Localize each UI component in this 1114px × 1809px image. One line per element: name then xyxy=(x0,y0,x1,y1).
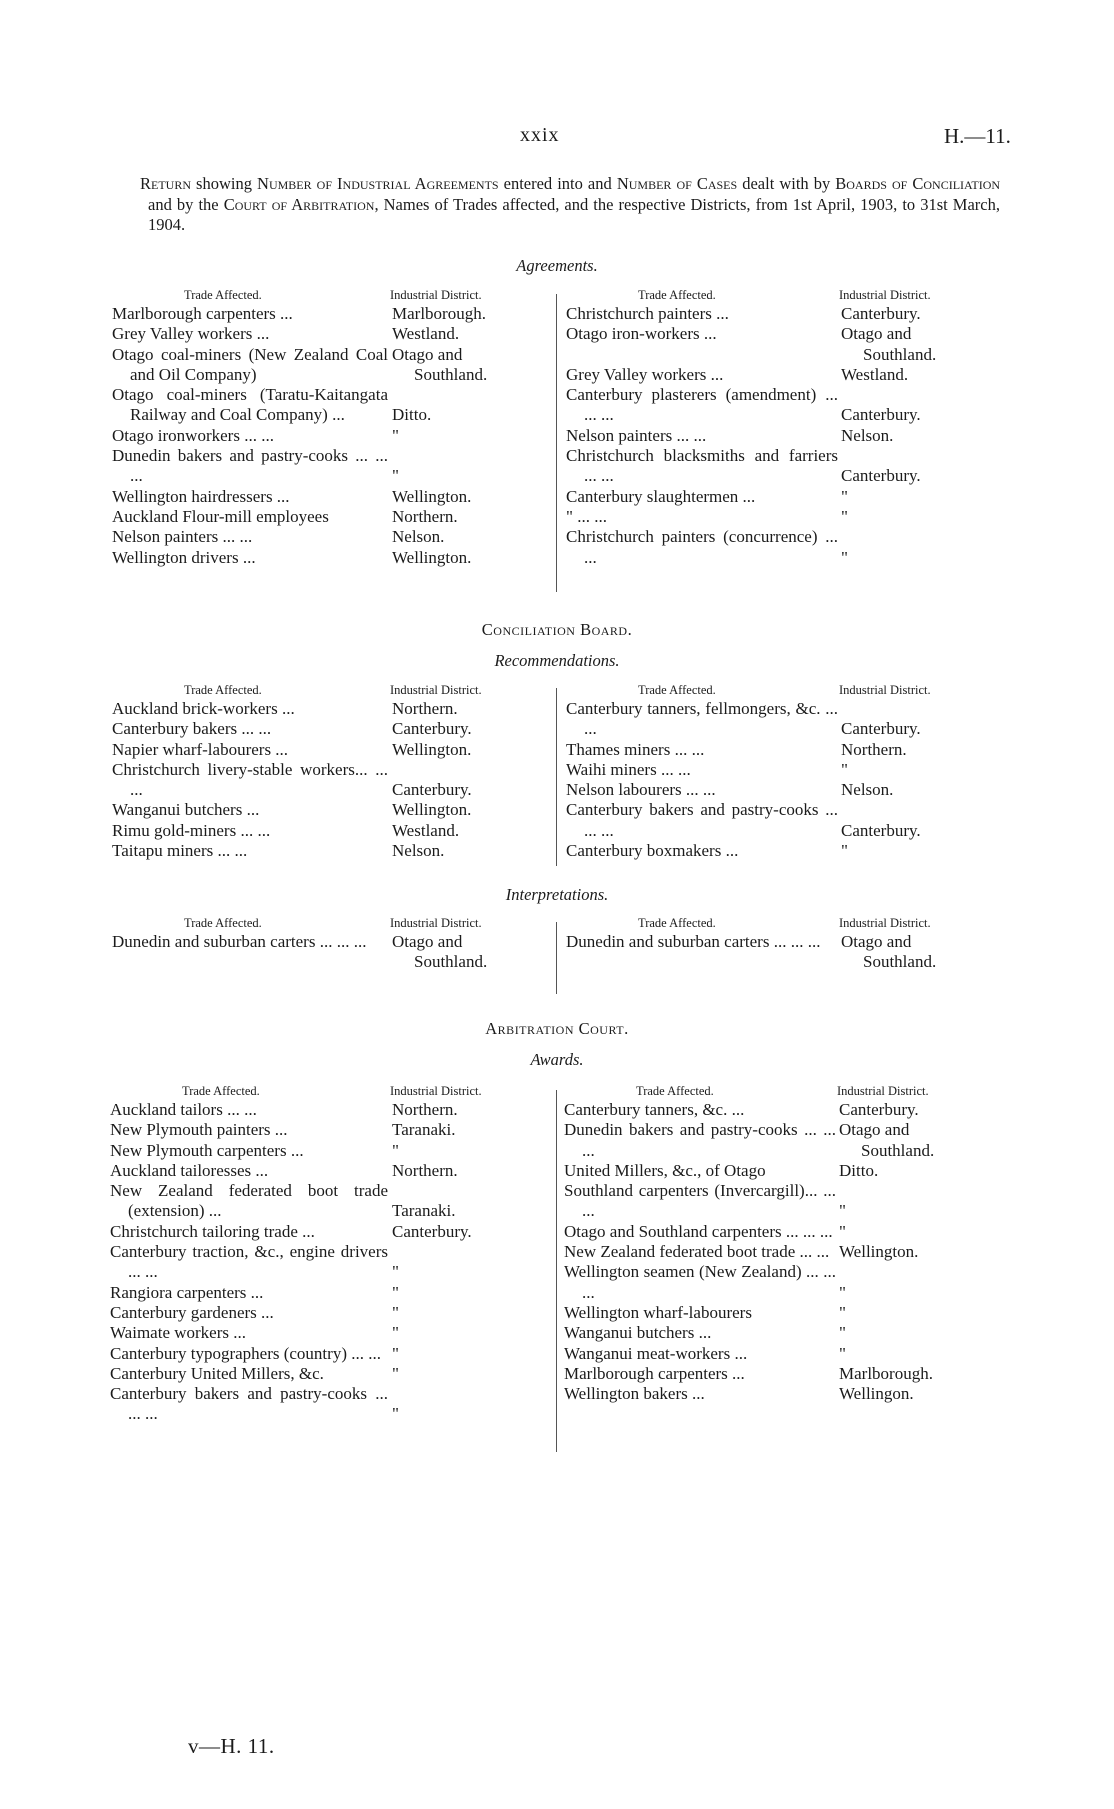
table-row xyxy=(112,740,532,760)
table-row xyxy=(112,841,532,861)
trade-affected-cell: New Plymouth painters ... xyxy=(110,1120,288,1140)
trade-affected-cell: Waimate workers ... xyxy=(110,1323,246,1343)
trade-affected-cell: Wellington seamen (New Zealand) ... ... ... xyxy=(564,1262,836,1302)
trade-affected-cell: Canterbury plasterers (amendment) ... ... ... xyxy=(566,385,838,425)
industrial-district-cell: Northern. xyxy=(841,739,907,759)
table-row xyxy=(564,1364,979,1384)
industrial-district-cell: Canterbury. xyxy=(841,304,921,323)
intro-text-5: , Names of Trades affected, and the respective Districts, from 1st April, 1903, to 31st March, 1904. xyxy=(148,194,1000,234)
trade-affected-header: Trade Affected. xyxy=(184,683,262,697)
footer-signature: v—H. 11. xyxy=(188,1734,275,1758)
industrial-district-cell: Otago and xyxy=(392,932,463,951)
agreements-title: Agreements. xyxy=(516,256,598,275)
trade-affected-cell: Wanganui meat-workers ... xyxy=(564,1343,748,1363)
trade-affected-cell: Auckland Flour-mill employees xyxy=(112,506,329,526)
industrial-district-cell: Northern. xyxy=(392,1160,458,1180)
trade-affected-cell: " ... ... xyxy=(566,506,607,526)
industrial-district-cell: Wellington. xyxy=(392,486,472,506)
table-row xyxy=(112,487,532,507)
intro-boards: Boards of Conciliation xyxy=(835,174,1001,193)
industrial-district-cell: Wellington. xyxy=(392,547,472,567)
table-row xyxy=(112,345,532,386)
table-row xyxy=(566,426,981,446)
table-row xyxy=(566,932,981,973)
awards-right-column xyxy=(564,1084,979,1404)
trade-affected-cell: Nelson labourers ... ... xyxy=(566,780,716,800)
industrial-district-cell: Otago and xyxy=(841,324,912,344)
trade-affected-cell: Christchurch painters ... xyxy=(566,304,729,323)
trade-affected-cell: Canterbury boxmakers ... xyxy=(566,841,739,861)
table-row xyxy=(566,324,981,365)
trade-affected-cell: Canterbury typographers (country) ... ... xyxy=(110,1343,381,1363)
trade-affected-cell: Canterbury tanners, &c. ... xyxy=(564,1100,745,1119)
intro-text-4: and by the xyxy=(148,194,224,214)
trade-affected-cell: Otago coal-miners (New Zealand Coal and Oil Company) xyxy=(112,344,388,384)
trade-affected-header: Trade Affected. xyxy=(184,916,262,930)
trade-affected-cell: New Zealand federated boot trade (extension) ... xyxy=(110,1181,388,1221)
trade-affected-cell: Southland carpenters (Invercargill)... ... ... xyxy=(564,1181,836,1221)
industrial-district-cell: Ditto. xyxy=(839,1160,879,1180)
trade-affected-cell: Auckland tailors ... ... xyxy=(110,1100,257,1119)
table-row xyxy=(566,527,981,568)
trade-affected-cell: Marlborough carpenters ... xyxy=(564,1363,745,1383)
industrial-district-header: Industrial District. xyxy=(390,916,482,930)
trade-affected-cell: Marlborough carpenters ... xyxy=(112,304,293,323)
trade-affected-cell: Otago and Southland carpenters ... ... ... xyxy=(564,1221,833,1241)
column-header-row xyxy=(110,1084,532,1100)
industrial-district-cell: Canterbury. xyxy=(392,1221,472,1241)
interpretations-title: Interpretations. xyxy=(505,885,609,904)
industrial-district-cell: Marlborough. xyxy=(392,304,486,323)
table-row xyxy=(564,1262,979,1303)
industrial-district-cell: " xyxy=(392,1302,399,1322)
industrial-district-cell: Wellington. xyxy=(392,800,472,820)
table-row xyxy=(110,1364,532,1384)
awards-title: Awards. xyxy=(530,1050,584,1069)
trade-affected-cell: Wellington wharf-labourers xyxy=(564,1302,752,1322)
trade-affected-cell: Christchurch livery-stable workers... ... ... xyxy=(112,759,388,800)
industrial-district-cell: Canterbury. xyxy=(841,820,921,840)
table-row xyxy=(110,1242,532,1283)
trade-affected-cell: Wellington hairdressers ... xyxy=(112,486,290,506)
column-header-row xyxy=(566,288,981,304)
industrial-district-cell: " xyxy=(392,425,399,445)
trade-affected-cell: Grey Valley workers ... xyxy=(566,364,724,384)
table-row xyxy=(112,426,532,446)
trade-affected-cell: Auckland brick-workers ... xyxy=(112,699,295,718)
industrial-district-cell: Southland. xyxy=(863,952,937,972)
trade-affected-cell: Wanganui butchers ... xyxy=(564,1323,712,1343)
industrial-district-cell: Southland. xyxy=(414,952,488,972)
table-row xyxy=(112,699,532,719)
table-row xyxy=(564,1242,979,1262)
recommendations-left-column xyxy=(112,683,532,861)
industrial-district-header: Industrial District. xyxy=(837,1084,929,1098)
table-row xyxy=(112,821,532,841)
trade-affected-cell: Nelson painters ... ... xyxy=(112,527,253,547)
trade-affected-cell: Christchurch painters (concurrence) ... ... xyxy=(566,527,838,567)
industrial-district-cell: " xyxy=(841,841,848,861)
trade-affected-cell: Canterbury gardeners ... xyxy=(110,1302,274,1322)
table-row xyxy=(566,800,981,841)
table-row xyxy=(110,1120,532,1140)
column-header-row xyxy=(566,916,981,932)
intro-agreements: Number of Industrial Agreements xyxy=(257,174,499,193)
trade-affected-cell: Dunedin and suburban carters ... ... ... xyxy=(566,932,821,951)
table-row xyxy=(110,1222,532,1242)
trade-affected-cell: New Zealand federated boot trade ... ... xyxy=(564,1242,830,1262)
trade-affected-cell: Otago iron-workers ... xyxy=(566,324,717,344)
table-row xyxy=(110,1141,532,1161)
industrial-district-cell: " xyxy=(839,1323,846,1343)
intro-cases: Number of Cases xyxy=(616,174,738,193)
industrial-district-cell: Canterbury. xyxy=(839,1100,919,1119)
industrial-district-cell: " xyxy=(841,486,848,506)
table-row xyxy=(112,760,532,801)
column-header-row xyxy=(112,288,532,304)
industrial-district-cell: Westland. xyxy=(392,324,460,344)
intro-text-2: entered into and xyxy=(498,174,617,193)
table-row xyxy=(564,1344,979,1364)
agreements-left-column xyxy=(112,288,532,568)
table-row xyxy=(110,1181,532,1222)
trade-affected-cell: United Millers, &c., of Otago xyxy=(564,1160,766,1180)
trade-affected-header: Trade Affected. xyxy=(184,288,262,302)
industrial-district-header: Industrial District. xyxy=(839,288,931,302)
industrial-district-cell: Westland. xyxy=(392,820,460,840)
interpretations-left-column xyxy=(112,916,532,973)
table-row xyxy=(564,1120,979,1161)
trade-affected-cell: Christchurch tailoring trade ... xyxy=(110,1221,315,1241)
trade-affected-cell: Christchurch blacksmiths and farriers ... ... xyxy=(566,446,838,486)
industrial-district-cell: Wellingon. xyxy=(839,1384,914,1404)
arbitration-court-title: Arbitration Court. xyxy=(485,1019,629,1038)
column-divider xyxy=(556,688,557,866)
industrial-district-cell: " xyxy=(392,466,399,486)
trade-affected-header: Trade Affected. xyxy=(638,288,716,302)
table-row xyxy=(112,800,532,820)
industrial-district-cell: " xyxy=(392,1323,399,1343)
industrial-district-cell: Otago and xyxy=(392,344,463,364)
industrial-district-cell: Canterbury. xyxy=(841,719,921,739)
industrial-district-cell: Otago and xyxy=(841,932,912,951)
industrial-district-cell: Wellington. xyxy=(392,739,472,759)
table-row xyxy=(566,780,981,800)
trade-affected-header: Trade Affected. xyxy=(182,1084,260,1098)
column-divider xyxy=(556,294,557,592)
table-row xyxy=(564,1323,979,1343)
trade-affected-cell: Waihi miners ... ... xyxy=(566,759,691,779)
industrial-district-cell: Nelson. xyxy=(392,527,445,547)
trade-affected-cell: Canterbury tanners, fellmongers, &c. ... ... xyxy=(566,699,838,739)
industrial-district-cell: Taranaki. xyxy=(392,1201,456,1221)
column-header-row xyxy=(112,916,532,932)
trade-affected-cell: Canterbury bakers and pastry-cooks ... ... ... xyxy=(110,1384,388,1424)
industrial-district-cell: Canterbury. xyxy=(392,780,472,800)
table-row xyxy=(112,385,532,426)
industrial-district-header: Industrial District. xyxy=(839,916,931,930)
industrial-district-cell: Marlborough. xyxy=(839,1363,933,1383)
trade-affected-cell: Otago coal-miners (Taratu-Kaitangata Railway and Coal Company) ... xyxy=(112,385,388,425)
industrial-district-cell: " xyxy=(839,1282,846,1302)
interpretations-right-column xyxy=(566,916,981,973)
trade-affected-header: Trade Affected. xyxy=(636,1084,714,1098)
table-row xyxy=(110,1161,532,1181)
industrial-district-cell: Northern. xyxy=(392,699,458,718)
table-row xyxy=(566,740,981,760)
industrial-district-cell: Ditto. xyxy=(392,405,432,425)
conciliation-board-title: Conciliation Board. xyxy=(481,620,633,639)
trade-affected-cell: Nelson painters ... ... xyxy=(566,425,707,445)
agreements-right-column xyxy=(566,288,981,568)
trade-affected-cell: Taitapu miners ... ... xyxy=(112,841,248,861)
table-row xyxy=(112,446,532,487)
trade-affected-cell: Dunedin bakers and pastry-cooks ... ... ... xyxy=(564,1120,836,1160)
table-row xyxy=(566,304,981,324)
table-row xyxy=(112,719,532,739)
table-row xyxy=(564,1384,979,1404)
industrial-district-cell: Otago and xyxy=(839,1120,910,1140)
industrial-district-header: Industrial District. xyxy=(390,683,482,697)
trade-affected-header: Trade Affected. xyxy=(638,916,716,930)
table-row xyxy=(110,1323,532,1343)
column-header-row xyxy=(564,1084,979,1100)
table-row xyxy=(564,1303,979,1323)
table-row xyxy=(566,699,981,740)
industrial-district-cell: Southland. xyxy=(863,344,937,364)
table-row xyxy=(112,507,532,527)
table-row xyxy=(566,507,981,527)
industrial-district-cell: " xyxy=(841,759,848,779)
industrial-district-cell: Southland. xyxy=(414,364,488,384)
trade-affected-cell: New Plymouth carpenters ... xyxy=(110,1140,304,1160)
industrial-district-cell: Taranaki. xyxy=(392,1120,456,1140)
document-reference: H.—11. xyxy=(944,124,1011,148)
industrial-district-header: Industrial District. xyxy=(839,683,931,697)
trade-affected-cell: Wanganui butchers ... xyxy=(112,800,260,820)
table-row xyxy=(566,385,981,426)
table-row xyxy=(564,1161,979,1181)
return-word: Return xyxy=(140,174,192,193)
trade-affected-cell: Canterbury traction, &c., engine drivers ... ... xyxy=(110,1242,388,1282)
trade-affected-cell: Otago ironworkers ... ... xyxy=(112,425,274,445)
industrial-district-cell: Canterbury. xyxy=(841,405,921,425)
table-row xyxy=(566,760,981,780)
table-row xyxy=(564,1181,979,1222)
industrial-district-cell: " xyxy=(841,547,848,567)
industrial-district-cell: " xyxy=(841,506,848,526)
industrial-district-cell: " xyxy=(392,1262,399,1282)
industrial-district-header: Industrial District. xyxy=(390,1084,482,1098)
intro-text-1: showing xyxy=(191,174,258,193)
trade-affected-cell: Grey Valley workers ... xyxy=(112,324,270,344)
industrial-district-cell: " xyxy=(839,1221,846,1241)
table-row xyxy=(112,304,532,324)
awards-left-column xyxy=(110,1084,532,1425)
return-heading xyxy=(120,174,1000,236)
column-divider xyxy=(556,922,557,994)
trade-affected-cell: Rimu gold-miners ... ... xyxy=(112,820,271,840)
industrial-district-cell: Northern. xyxy=(392,506,458,526)
industrial-district-cell: Wellington. xyxy=(839,1242,919,1262)
table-row xyxy=(112,932,532,973)
industrial-district-cell: Nelson. xyxy=(392,841,445,861)
trade-affected-cell: Dunedin bakers and pastry-cooks ... ... ... xyxy=(112,446,388,486)
table-row xyxy=(564,1222,979,1242)
industrial-district-cell: " xyxy=(839,1201,846,1221)
industrial-district-cell: Canterbury. xyxy=(392,719,472,739)
industrial-district-cell: " xyxy=(839,1343,846,1363)
table-row xyxy=(566,841,981,861)
trade-affected-cell: Canterbury United Millers, &c. xyxy=(110,1363,324,1383)
intro-text-3: dealt with by xyxy=(737,174,836,193)
table-row xyxy=(110,1344,532,1364)
column-header-row xyxy=(566,683,981,699)
industrial-district-cell: " xyxy=(392,1140,399,1160)
table-row xyxy=(110,1100,532,1120)
recommendations-right-column xyxy=(566,683,981,861)
recommendations-title: Recommendations. xyxy=(494,651,620,670)
trade-affected-cell: Wellington bakers ... xyxy=(564,1384,705,1404)
table-row xyxy=(110,1384,532,1425)
trade-affected-cell: Canterbury slaughtermen ... xyxy=(566,486,756,506)
industrial-district-cell: Nelson. xyxy=(841,780,894,800)
table-row xyxy=(112,324,532,344)
industrial-district-cell: " xyxy=(392,1404,399,1424)
industrial-district-cell: " xyxy=(392,1282,399,1302)
trade-affected-cell: Canterbury bakers and pastry-cooks ... ... ... xyxy=(566,800,838,840)
industrial-district-cell: " xyxy=(392,1343,399,1363)
table-row xyxy=(566,446,981,487)
trade-affected-cell: Dunedin and suburban carters ... ... ... xyxy=(112,932,367,951)
trade-affected-cell: Thames miners ... ... xyxy=(566,739,705,759)
table-row xyxy=(566,365,981,385)
table-row xyxy=(110,1283,532,1303)
industrial-district-header: Industrial District. xyxy=(390,288,482,302)
industrial-district-cell: " xyxy=(392,1363,399,1383)
intro-court: Court of Arbitration xyxy=(223,194,375,214)
industrial-district-cell: Southland. xyxy=(861,1140,935,1160)
trade-affected-cell: Rangiora carpenters ... xyxy=(110,1282,264,1302)
industrial-district-cell: Westland. xyxy=(841,364,909,384)
table-row xyxy=(564,1100,979,1120)
industrial-district-cell: Canterbury. xyxy=(841,466,921,486)
industrial-district-cell: Nelson. xyxy=(841,425,894,445)
table-row xyxy=(112,548,532,568)
page-number: xxix xyxy=(520,124,560,146)
table-row xyxy=(112,527,532,547)
industrial-district-cell: " xyxy=(839,1302,846,1322)
trade-affected-cell: Canterbury bakers ... ... xyxy=(112,719,272,739)
industrial-district-cell: Northern. xyxy=(392,1100,458,1119)
trade-affected-cell: Wellington drivers ... xyxy=(112,547,256,567)
column-divider xyxy=(556,1090,557,1452)
column-header-row xyxy=(112,683,532,699)
table-row xyxy=(566,487,981,507)
trade-affected-cell: Napier wharf-labourers ... xyxy=(112,739,289,759)
trade-affected-cell: Auckland tailoresses ... xyxy=(110,1160,269,1180)
table-row xyxy=(110,1303,532,1323)
trade-affected-header: Trade Affected. xyxy=(638,683,716,697)
